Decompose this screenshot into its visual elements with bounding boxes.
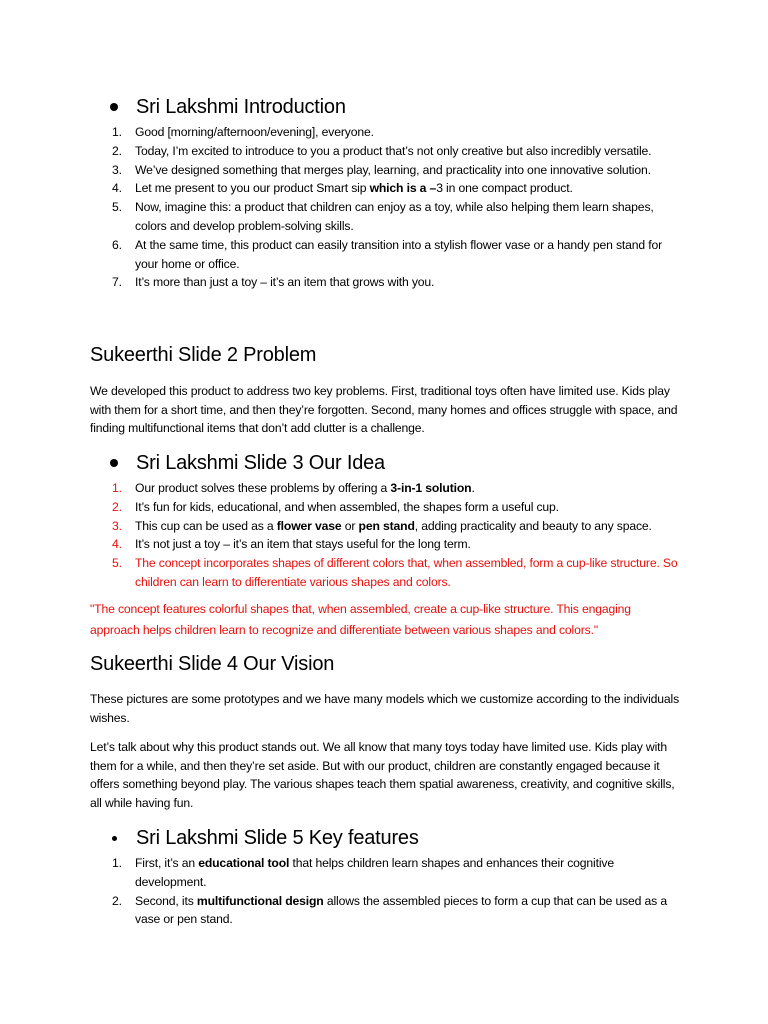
list-number: 4.: [112, 537, 122, 552]
list-text: The concept incorporates shapes of different colors that, when assembled, form a cup-like structure. So children can learn to differentiate various shapes and colors.: [135, 556, 678, 589]
list-number: 3.: [112, 518, 122, 533]
idea-quote: "The concept features colorful shapes that, when assembled, create a cup-like structure. This engaging approach helps children learn to recognize and differentiate between various shapes and colors.": [90, 602, 631, 637]
bold-phrase: multifunctional design: [196, 893, 324, 908]
list-item: [0, 517, 680, 536]
list-number: 5.: [112, 556, 122, 571]
list-text: that helps children learn shapes and enhances their cognitive development.: [135, 856, 614, 889]
list-text: This cup can be used as a: [135, 518, 277, 533]
features-list: [0, 854, 768, 929]
section-heading-features: [110, 825, 419, 851]
list-item: [0, 273, 680, 292]
list-item: [0, 479, 680, 498]
list-number: 1.: [112, 856, 122, 870]
problem-paragraph: We developed this product to address two key problems. First, traditional toys often have limited use. Kids play with them for a short time, and then they’re forgotten. Second, many homes and offices struggle with space, and finding multifunctional items that don’t add clutter is a challenge.: [90, 384, 678, 435]
intro-list: [0, 123, 768, 292]
list-number: 2.: [112, 143, 122, 158]
list-text: , adding practicality and beauty to any space.: [414, 518, 652, 533]
list-number: 7.: [112, 275, 122, 290]
vision-paragraph: Let’s talk about why this product stands out. We all know that many toys today have limited use. Kids play with them for a while, and then they’re set aside. But with our product, children are constantly engaged because it offers something beyond play. The various shapes teach them spatial awareness, creativity, and cognitive skills, all while having fun.: [90, 740, 675, 810]
list-text: Today, I’m excited to introduce to you a product that’s not only creative but also incredibly versatile.: [135, 143, 652, 158]
list-text: It’s not just a toy – it’s an item that stays useful for the long term.: [135, 537, 471, 552]
list-item: [0, 198, 680, 236]
list-item: [0, 236, 680, 274]
list-text: or: [341, 518, 359, 533]
list-item: [0, 892, 680, 930]
idea-list: [0, 479, 768, 592]
bold-phrase: flower vase: [276, 518, 342, 533]
list-number: 2.: [112, 893, 122, 908]
section-heading-problem: Sukeerthi Slide 2 Problem: [90, 344, 317, 366]
list-text: First, it’s an: [135, 856, 199, 870]
section-heading-vision: Sukeerthi Slide 4 Our Vision: [90, 653, 335, 675]
list-item-highlighted: [0, 554, 680, 592]
heading-text: Sri Lakshmi Slide 5 Key features: [136, 827, 419, 849]
list-text: Our product solves these problems by offering a: [135, 481, 391, 495]
list-text: It’s fun for kids, educational, and when assembled, the shapes form a useful cup.: [135, 499, 559, 514]
list-item: [0, 142, 680, 161]
list-number: 3.: [112, 162, 122, 177]
list-text: At the same time, this product can easily transition into a stylish flower vase or a handy pen stand for your home or office.: [135, 237, 663, 271]
vision-paragraph: These pictures are some prototypes and we have many models which we customize according to the individuals wishes.: [90, 692, 680, 725]
heading-text: Sri Lakshmi Introduction: [136, 96, 346, 118]
bullet-icon: [110, 103, 118, 111]
list-text: Let me present to you our product Smart sip: [135, 181, 370, 196]
list-item: [0, 161, 680, 180]
section-heading-intro: [110, 94, 346, 120]
list-text: 3 in one compact product.: [436, 181, 573, 196]
list-item: [0, 179, 680, 198]
list-number: 1.: [112, 481, 122, 495]
list-number: 2.: [112, 499, 122, 514]
list-text: We’ve designed something that merges play, learning, and practicality into one innovative solution.: [135, 162, 651, 177]
list-text: Now, imagine this: a product that children can enjoy as a toy, while also helping them learn shapes, colors and develop problem-solving skills.: [135, 200, 654, 233]
list-item: [0, 498, 680, 517]
list-text: Good [morning/afternoon/evening], everyone.: [135, 125, 374, 139]
list-item: [0, 535, 680, 554]
list-item: [0, 854, 680, 892]
list-number: 1.: [112, 125, 122, 139]
heading-text: Sri Lakshmi Slide 3 Our Idea: [136, 452, 385, 474]
bold-phrase: which is a –: [369, 181, 437, 196]
bold-phrase: pen stand: [358, 518, 415, 533]
list-text: It’s more than just a toy – it’s an item that grows with you.: [135, 275, 435, 290]
list-text: .: [471, 481, 475, 495]
list-text: allows the assembled pieces to form a cup that can be used as a vase or pen stand.: [135, 893, 667, 927]
bullet-icon: [112, 836, 117, 841]
section-heading-idea: [110, 450, 385, 476]
list-item: [0, 123, 680, 142]
list-number: 6.: [112, 237, 122, 252]
list-text: Second, its: [135, 893, 197, 908]
bold-phrase: educational tool: [198, 856, 290, 870]
list-number: 5.: [112, 200, 122, 215]
bullet-icon: [110, 459, 118, 467]
bold-phrase: 3-in-1 solution: [390, 481, 472, 495]
list-number: 4.: [112, 181, 122, 196]
